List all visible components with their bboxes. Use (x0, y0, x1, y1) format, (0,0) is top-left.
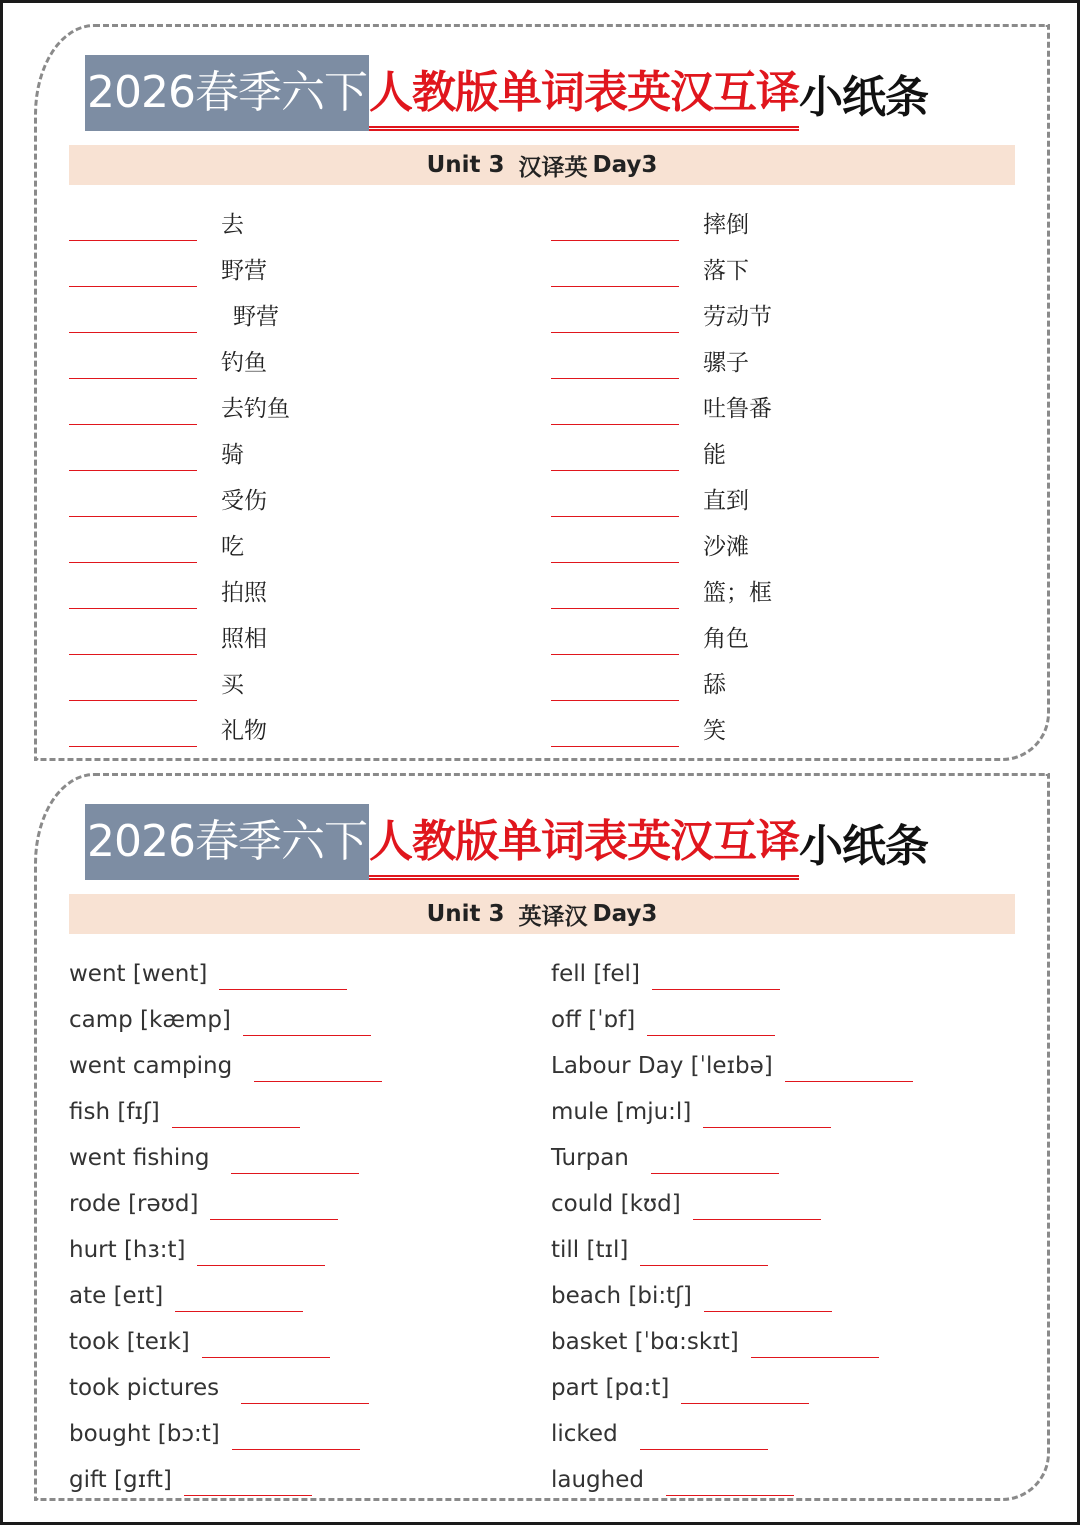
chinese-word: 沙滩 (703, 534, 749, 560)
section-header (69, 145, 1015, 185)
card-title (85, 55, 928, 131)
answer-blank[interactable] (704, 1281, 832, 1312)
vocab-row (551, 517, 749, 563)
answer-blank[interactable] (681, 1373, 809, 1404)
english-word: rode [rəʊd] (69, 1191, 199, 1217)
chinese-word: 骑 (221, 442, 244, 468)
english-word: part [pɑ:t] (551, 1375, 670, 1401)
vocab-row (551, 609, 749, 655)
day-label: Day3 (592, 901, 658, 927)
english-word: ate [eɪt] (69, 1283, 164, 1309)
answer-blank[interactable] (751, 1327, 879, 1358)
vocab-row (551, 241, 749, 287)
answer-blank[interactable] (202, 1327, 330, 1358)
chinese-word: 买 (221, 672, 244, 698)
answer-blank[interactable] (693, 1189, 821, 1220)
answer-blank[interactable] (551, 302, 679, 333)
vocab-row (69, 379, 290, 425)
vocab-row (69, 471, 267, 517)
vocab-row (551, 1082, 831, 1128)
answer-blank[interactable] (551, 578, 679, 609)
vocab-row (69, 701, 267, 747)
vocab-row (551, 990, 775, 1036)
answer-blank[interactable] (551, 256, 679, 287)
card-english-to-chinese (34, 773, 1050, 1501)
vocab-row (551, 287, 772, 333)
vocab-row (69, 1450, 312, 1496)
day-label: Day3 (592, 152, 658, 178)
section-header (69, 894, 1015, 934)
vocab-row (551, 471, 749, 517)
answer-blank[interactable] (69, 578, 197, 609)
answer-blank[interactable] (703, 1097, 831, 1128)
english-word: Turpan (551, 1145, 629, 1171)
vocab-row (69, 563, 267, 609)
title-season: 2026春季六下 (85, 55, 369, 131)
english-word: fish [fɪʃ] (69, 1099, 160, 1125)
answer-blank[interactable] (652, 959, 780, 990)
answer-blank[interactable] (551, 624, 679, 655)
chinese-word: 去钓鱼 (221, 396, 290, 422)
english-word: camp [kæmp] (69, 1007, 231, 1033)
chinese-word: 舔 (703, 672, 726, 698)
english-word: licked (551, 1421, 618, 1447)
vocab-row (69, 287, 279, 333)
vocab-row (551, 195, 749, 241)
vocab-row (551, 425, 726, 471)
title-main: 人教版单词表英汉互译 (369, 809, 799, 880)
english-word: hurt [hɜ:t] (69, 1237, 186, 1263)
answer-blank[interactable] (69, 394, 197, 425)
answer-blank[interactable] (640, 1419, 768, 1450)
answer-blank[interactable] (241, 1373, 369, 1404)
card-chinese-to-english (34, 24, 1050, 761)
answer-blank[interactable] (551, 210, 679, 241)
vocab-row (69, 1358, 369, 1404)
vocab-row (69, 944, 347, 990)
title-suffix: 小纸条 (798, 821, 928, 872)
answer-blank[interactable] (197, 1235, 325, 1266)
chinese-word: 吃 (221, 534, 244, 560)
vocab-row (69, 1266, 303, 1312)
english-word: bought [bɔ:t] (69, 1421, 220, 1447)
vocab-row (69, 1174, 338, 1220)
mode-label: 汉译英 (518, 154, 588, 181)
vocab-row (69, 195, 244, 241)
vocab-row (551, 1036, 913, 1082)
answer-blank[interactable] (551, 716, 679, 747)
vocab-row (551, 563, 772, 609)
answer-blank[interactable] (651, 1143, 779, 1174)
vocab-row (551, 655, 726, 701)
chinese-word: 落下 (703, 258, 749, 284)
vocab-row (551, 1174, 821, 1220)
answer-blank[interactable] (551, 532, 679, 563)
vocab-row (551, 1358, 809, 1404)
vocab-row (551, 701, 726, 747)
vocab-row (69, 1128, 359, 1174)
chinese-word: 钓鱼 (221, 350, 267, 376)
vocab-row (69, 655, 244, 701)
answer-blank[interactable] (232, 1419, 360, 1450)
vocab-row (551, 1312, 879, 1358)
english-word: could [kʊd] (551, 1191, 681, 1217)
chinese-word: 野营 (233, 304, 279, 330)
answer-blank[interactable] (175, 1281, 303, 1312)
english-word: gift [gɪft] (69, 1467, 172, 1493)
answer-blank[interactable] (69, 302, 197, 333)
answer-blank[interactable] (231, 1143, 359, 1174)
chinese-word: 笑 (703, 718, 726, 744)
answer-blank[interactable] (172, 1097, 300, 1128)
answer-blank[interactable] (69, 256, 197, 287)
answer-blank[interactable] (243, 1005, 371, 1036)
vocab-row (69, 990, 371, 1036)
unit-label: Unit 3 (426, 901, 505, 927)
english-word: went [went] (69, 961, 208, 987)
answer-blank[interactable] (254, 1051, 382, 1082)
english-word: took [teɪk] (69, 1329, 190, 1355)
answer-blank[interactable] (69, 670, 197, 701)
title-suffix: 小纸条 (798, 72, 928, 123)
vocab-row (69, 241, 267, 287)
english-word: basket [ˈbɑ:skɪt] (551, 1329, 739, 1355)
answer-blank[interactable] (69, 210, 197, 241)
mode-label: 英译汉 (518, 903, 588, 930)
answer-blank[interactable] (551, 670, 679, 701)
vocab-row (551, 944, 780, 990)
vocab-row (551, 1450, 794, 1496)
english-word: Labour Day [ˈleɪbə] (551, 1053, 773, 1079)
answer-blank[interactable] (551, 440, 679, 471)
answer-blank[interactable] (666, 1465, 794, 1496)
answer-blank[interactable] (551, 348, 679, 379)
chinese-word: 能 (703, 442, 726, 468)
english-word: took pictures (69, 1375, 220, 1401)
chinese-word: 角色 (703, 626, 749, 652)
chinese-word: 劳动节 (703, 304, 772, 330)
chinese-word: 去 (221, 212, 244, 238)
english-word: fell [fel] (551, 961, 640, 987)
vocab-row (69, 1312, 330, 1358)
english-word: till [tɪl] (551, 1237, 629, 1263)
chinese-word: 篮；框 (703, 580, 772, 606)
answer-blank[interactable] (785, 1051, 913, 1082)
answer-blank[interactable] (69, 532, 197, 563)
answer-blank[interactable] (69, 440, 197, 471)
chinese-word: 照相 (221, 626, 267, 652)
english-word: off [ˈɒf] (551, 1007, 636, 1033)
english-word: beach [bi:tʃ] (551, 1283, 692, 1309)
answer-blank[interactable] (69, 348, 197, 379)
english-word: went camping (69, 1053, 233, 1079)
vocab-row (551, 333, 749, 379)
vocab-row (69, 1082, 300, 1128)
answer-blank[interactable] (210, 1189, 338, 1220)
title-season: 2026春季六下 (85, 804, 369, 880)
chinese-word: 直到 (703, 488, 749, 514)
english-word: went fishing (69, 1145, 210, 1171)
chinese-word: 拍照 (221, 580, 267, 606)
answer-blank[interactable] (69, 716, 197, 747)
vocab-row (69, 1404, 360, 1450)
answer-blank[interactable] (69, 624, 197, 655)
vocab-row (69, 333, 267, 379)
vocab-row (69, 517, 244, 563)
answer-blank[interactable] (551, 486, 679, 517)
answer-blank[interactable] (640, 1235, 768, 1266)
chinese-word: 吐鲁番 (703, 396, 772, 422)
answer-blank[interactable] (219, 959, 347, 990)
chinese-word: 受伤 (221, 488, 267, 514)
vocab-row (551, 379, 772, 425)
vocab-row (69, 609, 267, 655)
answer-blank[interactable] (551, 394, 679, 425)
answer-blank[interactable] (647, 1005, 775, 1036)
vocab-row (69, 1036, 382, 1082)
vocab-row (551, 1266, 832, 1312)
english-word: laughed (551, 1467, 644, 1493)
chinese-word: 摔倒 (703, 212, 749, 238)
chinese-word: 骡子 (703, 350, 749, 376)
unit-label: Unit 3 (426, 152, 505, 178)
title-main: 人教版单词表英汉互译 (369, 60, 799, 131)
vocab-row (551, 1404, 768, 1450)
card-title (85, 804, 928, 880)
vocab-row (69, 1220, 325, 1266)
chinese-word: 野营 (221, 258, 267, 284)
answer-blank[interactable] (69, 486, 197, 517)
english-word: mule [mju:l] (551, 1099, 692, 1125)
answer-blank[interactable] (184, 1465, 312, 1496)
vocab-row (69, 425, 244, 471)
chinese-word: 礼物 (221, 718, 267, 744)
vocab-row (551, 1128, 779, 1174)
vocab-row (551, 1220, 768, 1266)
